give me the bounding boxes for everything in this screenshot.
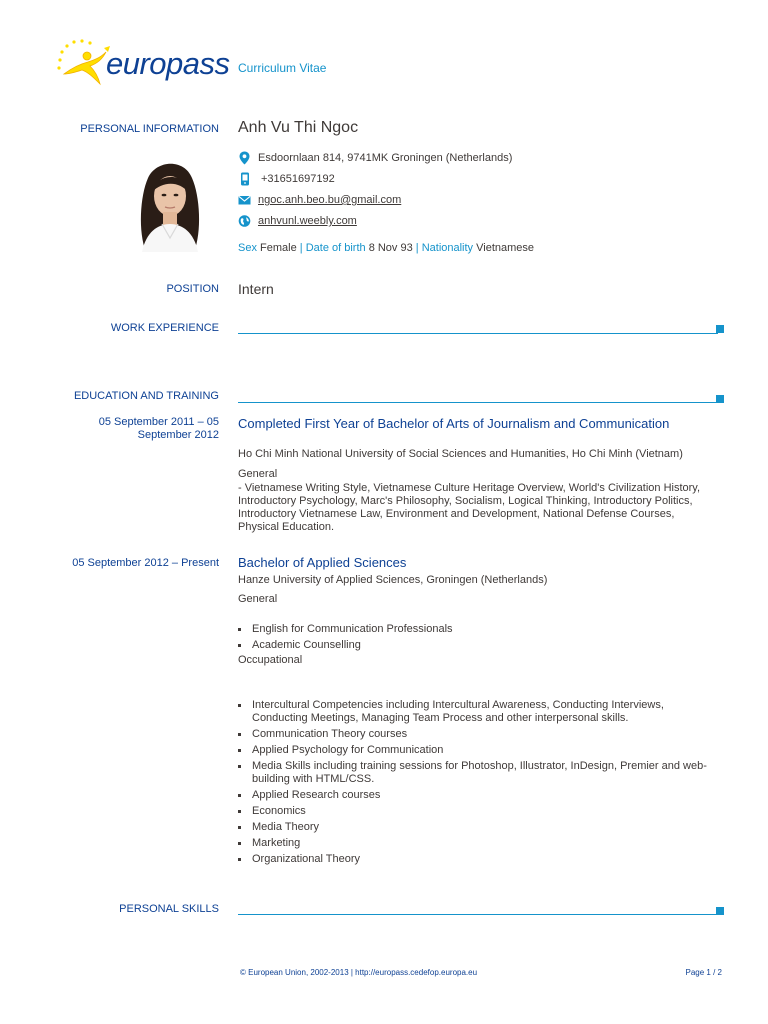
list-item: Intercultural Competencies including Intercultural Awareness, Conducting Interviews, Conducting Meetings, Managing Team Process and other interpersonal skills.	[238, 699, 718, 725]
education-entry-institution: Ho Chi Minh National University of Social Sciences and Humanities, Ho Chi Minh (Vietnam)	[238, 448, 683, 460]
list-item: Media Skills including training sessions for Photoshop, Illustrator, InDesign, Premier and web-building with HTML/CSS.	[238, 760, 718, 786]
section-divider-marker	[716, 395, 724, 403]
education-entry-institution: Hanze University of Applied Sciences, Groningen (Netherlands)	[238, 574, 548, 586]
address-text: Esdoornlaan 814, 9741MK Groningen (Netherlands)	[258, 152, 513, 164]
section-divider	[238, 402, 718, 403]
separator: |	[415, 242, 419, 254]
list-item: English for Communication Professionals	[238, 623, 718, 636]
education-entry-title: Completed First Year of Bachelor of Arts of Journalism and Communication	[238, 416, 670, 431]
education-training-label: EDUCATION AND TRAINING	[73, 390, 219, 402]
list-item: Communication Theory courses	[238, 728, 718, 741]
list-item: Applied Research courses	[238, 789, 718, 802]
personal-skills-label: PERSONAL SKILLS	[119, 903, 219, 915]
section-divider-marker	[716, 907, 724, 915]
general-courses-list	[238, 623, 718, 655]
sex-label: Sex	[238, 242, 257, 254]
europass-logo-text: europass	[106, 46, 230, 81]
list-item: Applied Psychology for Communication	[238, 744, 718, 757]
email-row	[238, 192, 401, 208]
list-item: Media Theory	[238, 821, 718, 834]
location-pin-icon	[238, 151, 251, 165]
position-label: POSITION	[166, 283, 219, 295]
email-link[interactable]: ngoc.anh.beo.bu@gmail.com	[258, 194, 402, 206]
education-entry-date: 05 September 2012 – Present	[72, 557, 219, 569]
work-experience-label: WORK EXPERIENCE	[110, 322, 219, 334]
section-divider	[238, 333, 718, 334]
nationality-label: Nationality	[421, 242, 474, 254]
education-entry-description: - Vietnamese Writing Style, Vietnamese Culture Heritage Overview, World's Civilization History, Introductory Psychology, Marc's Philosophy, Socialism, Logical Thinking, Introductory Politics, Introductory Vietnamese Law, Environment and Development, National Defense Courses, Physical Education.	[238, 482, 701, 533]
website-link[interactable]: anhvunl.weebly.com	[258, 215, 357, 227]
phone-text: +31651697192	[261, 173, 335, 185]
europass-logo	[54, 38, 230, 88]
list-item: Economics	[238, 805, 718, 818]
occupational-courses-list	[238, 699, 718, 869]
mobile-phone-icon	[238, 172, 251, 186]
nationality-value: Vietnamese	[476, 242, 535, 254]
date-of-birth-value: 8 Nov 93	[368, 242, 413, 254]
candidate-name: Anh Vu Thi Ngoc	[238, 119, 359, 136]
education-entry-date: 05 September 2011 – 05 September 2012	[98, 416, 219, 441]
address-row	[238, 150, 512, 166]
separator: |	[299, 242, 303, 254]
list-item: Organizational Theory	[238, 853, 718, 866]
footer-copyright: © European Union, 2002-2013 | http://europass.cedefop.europa.eu	[240, 968, 478, 977]
sex-value: Female	[260, 242, 297, 254]
globe-icon	[238, 214, 251, 228]
list-item: Marketing	[238, 837, 718, 850]
profile-photo	[124, 152, 216, 252]
list-item: Academic Counselling	[238, 639, 718, 652]
section-divider	[238, 914, 718, 915]
phone-row	[238, 171, 335, 187]
education-entry-subhead: General	[238, 468, 278, 480]
website-row	[238, 213, 357, 229]
personal-details-line	[238, 242, 534, 254]
education-entry-subhead: Occupational	[238, 654, 303, 666]
personal-information-label: PERSONAL INFORMATION	[80, 123, 219, 135]
position-value: Intern	[238, 281, 274, 297]
education-entry-title: Bachelor of Applied Sciences	[238, 555, 407, 570]
education-entry-subhead: General	[238, 593, 278, 605]
page-number: Page 1 / 2	[685, 968, 722, 977]
document-title: Curriculum Vitae	[238, 61, 327, 75]
date-of-birth-label: Date of birth	[305, 242, 366, 254]
envelope-icon	[238, 193, 251, 207]
section-divider-marker	[716, 325, 724, 333]
